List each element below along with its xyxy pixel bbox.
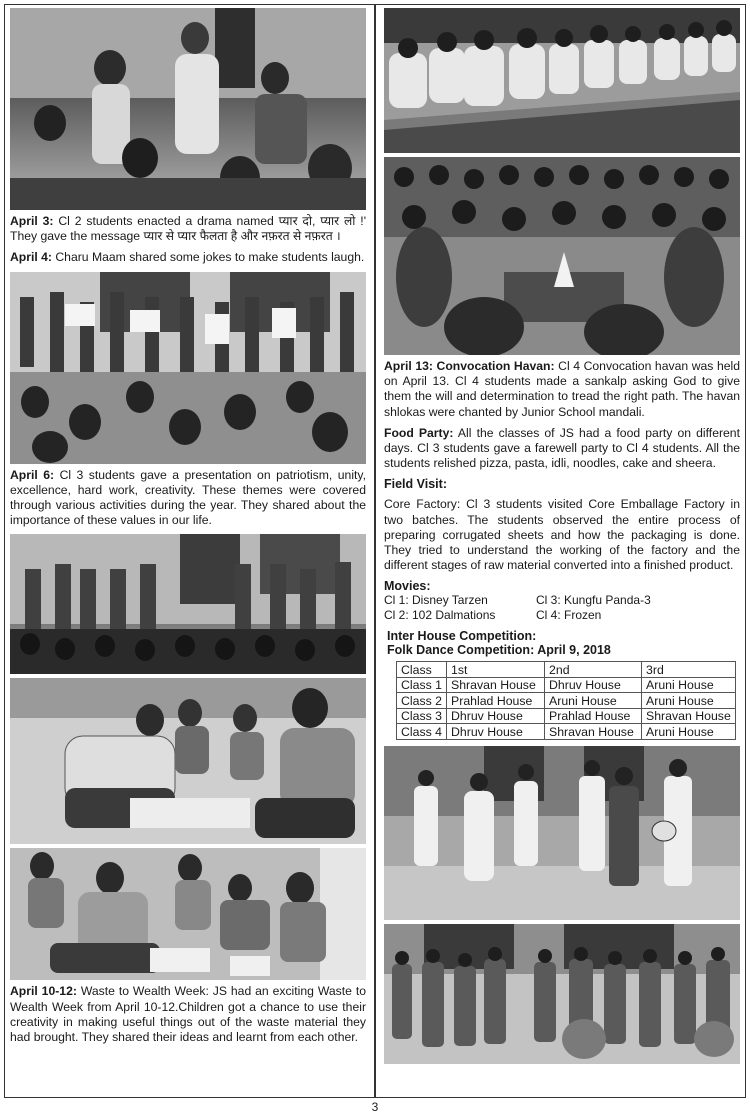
photo-folk-dance-2 xyxy=(384,924,740,1064)
april4-date: April 4: xyxy=(10,250,52,265)
table-cell: Prahlad House xyxy=(545,708,642,724)
table-cell: Class 2 xyxy=(397,693,447,709)
photo-presentation-stage xyxy=(10,534,366,674)
interhouse-title: Inter House Competition: xyxy=(387,629,537,644)
photo-folk-dance-1 xyxy=(384,746,740,920)
table-row xyxy=(397,724,736,740)
table-header-row xyxy=(397,662,736,678)
photo-presentation-figures xyxy=(10,272,366,464)
photo-convocation-stage-figures xyxy=(384,8,740,153)
field-visit-text: Core Factory: Cl 3 students visited Core Emballage Factory in two batches. The students observed the entire process of preparing corrugated sheets and how the packaging is done. They tried to understand the working of the factory and the different stages of raw material converted into a finished product. xyxy=(384,497,740,573)
havan-text: Cl 4 Convocation havan was held on April 13. Cl 4 students made a sankalp asking God to give them the will and determination to tread the right path. The havan shlokas were chanted by Junior School mandali. xyxy=(384,359,741,419)
movies-title: Movies: xyxy=(384,579,431,594)
table-cell: Dhruv House xyxy=(447,708,545,724)
left-column xyxy=(10,8,366,1045)
photo-drama xyxy=(10,8,366,210)
photo-folk-dance-2-figures xyxy=(384,924,740,1064)
folk-dance-title: Folk Dance Competition: April 9, 2018 xyxy=(387,643,611,658)
movie-item: Cl 3: Kungfu Panda-3 xyxy=(536,593,651,608)
april3-text: Cl 2 students enacted a drama named प्यार दो, प्यार लो !' They gave the message प्यार से प्यार फैलता है और नफ़रत से नफ़रत । xyxy=(10,214,367,244)
table-row xyxy=(397,677,736,693)
food-party-title: Food Party: xyxy=(384,425,454,440)
table-cell: Class 1 xyxy=(397,677,447,693)
page-number: 3 xyxy=(371,1100,379,1114)
april10-paragraph xyxy=(10,984,366,1045)
table-header-cell: Class xyxy=(397,662,447,678)
folk-dance-results-table xyxy=(396,661,736,740)
photo-waste-wealth-2-figures xyxy=(10,848,366,980)
april3-date: April 3: xyxy=(10,214,54,228)
table-cell: Dhruv House xyxy=(447,724,545,740)
movie-item: Cl 2: 102 Dalmations xyxy=(384,608,496,623)
table-row xyxy=(397,708,736,724)
table-header-cell: 1st xyxy=(447,662,545,678)
photo-waste-wealth-1-figures xyxy=(10,678,366,844)
field-visit-title: Field Visit: xyxy=(384,477,447,492)
photo-stage-figures xyxy=(10,534,366,674)
table-cell: Aruni House xyxy=(642,693,736,709)
table-row xyxy=(397,693,736,709)
april6-date: April 6: xyxy=(10,467,55,482)
table-cell: Aruni House xyxy=(642,724,736,740)
table-header-cell: 3rd xyxy=(642,662,736,678)
column-divider xyxy=(374,4,376,1098)
table-cell: Dhruv House xyxy=(545,677,642,693)
april6-paragraph xyxy=(10,468,366,529)
april6-text: Cl 3 students gave a presentation on patriotism, unity, excellence, hard work, creativity. These themes were covered through various activities during the year. They shared about the importance of these values in our life. xyxy=(10,467,367,528)
april10-text: Waste to Wealth Week: JS had an exciting Waste to Wealth Week from April 10-12.Children got a chance to use their creativity in making useful things out of the waste material they had brought. They shared their ideas and learnt from each other. xyxy=(10,984,366,1045)
food-party-paragraph xyxy=(384,426,740,472)
table-cell: Class 3 xyxy=(397,708,447,724)
table-header-cell: 2nd xyxy=(545,662,642,678)
table-cell: Class 4 xyxy=(397,724,447,740)
photo-folk-dance-1-figures xyxy=(384,746,740,920)
april4-paragraph xyxy=(10,250,366,265)
photo-havan-figures xyxy=(384,157,740,355)
photo-presentation-jokes xyxy=(10,272,366,464)
table-cell: Shravan House xyxy=(642,708,736,724)
april3-paragraph xyxy=(10,214,366,244)
photo-drama-figures xyxy=(10,8,366,210)
havan-paragraph xyxy=(384,359,740,420)
table-cell: Prahlad House xyxy=(447,693,545,709)
right-column xyxy=(384,8,740,1064)
photo-waste-wealth-1 xyxy=(10,678,366,844)
table-cell: Shravan House xyxy=(447,677,545,693)
movie-item: Cl 4: Frozen xyxy=(536,608,602,623)
photo-waste-wealth-2 xyxy=(10,848,366,980)
havan-title: April 13: Convocation Havan: xyxy=(384,359,555,373)
table-cell: Shravan House xyxy=(545,724,642,740)
april4-text: Charu Maam shared some jokes to make students laugh. xyxy=(55,250,365,265)
movie-item: Cl 1: Disney Tarzen xyxy=(384,593,488,608)
photo-convocation-stage xyxy=(384,8,740,153)
april10-date: April 10-12: xyxy=(10,984,77,999)
food-party-text: All the classes of JS had a food party on different days. Cl 3 students gave a farewell party to Cl 4 students. All the students relished pizza, pasta, idli, noodles, cake and sheera. xyxy=(384,425,740,471)
table-cell: Aruni House xyxy=(545,693,642,709)
table-cell: Aruni House xyxy=(642,677,736,693)
photo-convocation-havan xyxy=(384,157,740,355)
movies-list xyxy=(384,593,740,623)
